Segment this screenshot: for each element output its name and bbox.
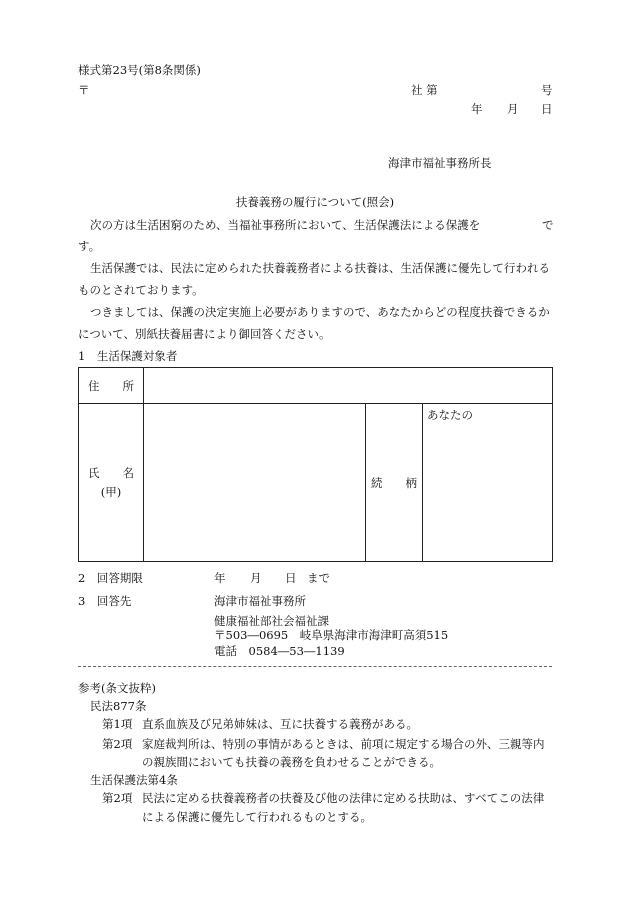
section-1-heading: 1 生活保護対象者: [78, 349, 178, 363]
section-2-label: 2 回答期限: [78, 571, 143, 585]
reply-address: 〒503―0695 岐阜県海津市海津町高須515: [214, 628, 449, 642]
date-month: 月: [507, 102, 519, 116]
name-value-cell: [144, 404, 366, 562]
reply-phone: 電話 0584―53―1139: [214, 644, 345, 658]
reference-heading: 参考(条文抜粋): [78, 681, 156, 695]
form-number: 様式第23号(第8条関係): [78, 63, 201, 77]
address-value-cell: [144, 368, 553, 404]
name-sub-label: (甲): [100, 485, 122, 499]
postal-mark: 〒: [78, 83, 90, 97]
reply-department: 健康福祉部社会福祉課: [214, 614, 329, 628]
date-year: 年: [471, 102, 483, 116]
law-1-item-2-number: 第2項: [102, 737, 133, 751]
section-3-label: 3 回答先: [78, 594, 132, 608]
sender: 海津市福祉事務所長: [388, 156, 492, 170]
law-1-item-1-number: 第1項: [102, 717, 133, 731]
address-label: 住 所: [79, 368, 144, 404]
law-1-item-2-text-line-2: の親族間においても扶養の義務を負わせることができる。: [142, 755, 441, 769]
law-1-item-2-text-line-1: 家庭裁判所は、特別の事情があるときは、前項に規定する場合の外、三親等内: [142, 737, 545, 751]
subject-table: [78, 367, 553, 562]
law-1-item-1-text: 直系血族及び兄弟姉妹は、互に扶養する義務がある。: [142, 717, 418, 731]
law-2-item-2-text-line-1: 民法に定める扶養義務者の扶養及び他の法律に定める扶助は、すべてこの法律: [142, 791, 545, 805]
name-label: 氏 名: [88, 466, 134, 480]
deadline-month: 月: [250, 571, 262, 585]
doc-number-prefix: 社 第: [411, 83, 438, 97]
dashed-divider: [78, 666, 552, 667]
law-2-item-2-number: 第2項: [102, 791, 133, 805]
document-title: 扶養義務の履行について(照会): [235, 195, 395, 209]
deadline-day: 日: [285, 571, 297, 585]
paragraph-3: つきましては、保護の決定実施上必要がありますので、あなたからどの程度扶養できるかについて、別紙扶養届書により御回答ください。: [78, 305, 550, 341]
law-1-title: 民法877条: [90, 699, 147, 713]
relation-note: あなたの: [427, 408, 473, 422]
reply-office: 海津市福祉事務所: [214, 594, 306, 608]
deadline-until: まで: [307, 571, 330, 585]
deadline-year: 年: [214, 571, 226, 585]
relation-label: 続 柄: [366, 404, 423, 562]
paragraph-1-tail: で: [542, 218, 554, 232]
paragraph-1-line-2: す。: [78, 239, 101, 253]
paragraph-2: 生活保護では、民法に定められた扶養義務者による扶養は、生活保護に優先して行われるものとされております。: [78, 261, 550, 297]
doc-number-suffix: 号: [541, 83, 553, 97]
paragraph-1-line-1: 次の方は生活困窮のため、当福祉事務所において、生活保護法による保護を: [90, 218, 481, 232]
name-label-cell: [79, 404, 144, 562]
law-2-title: 生活保護法第4条: [90, 773, 178, 787]
law-2-item-2-text-line-2: による保護に優先して行われるものとする。: [142, 810, 372, 824]
relation-value-cell: [423, 404, 553, 562]
date-day: 日: [541, 102, 553, 116]
